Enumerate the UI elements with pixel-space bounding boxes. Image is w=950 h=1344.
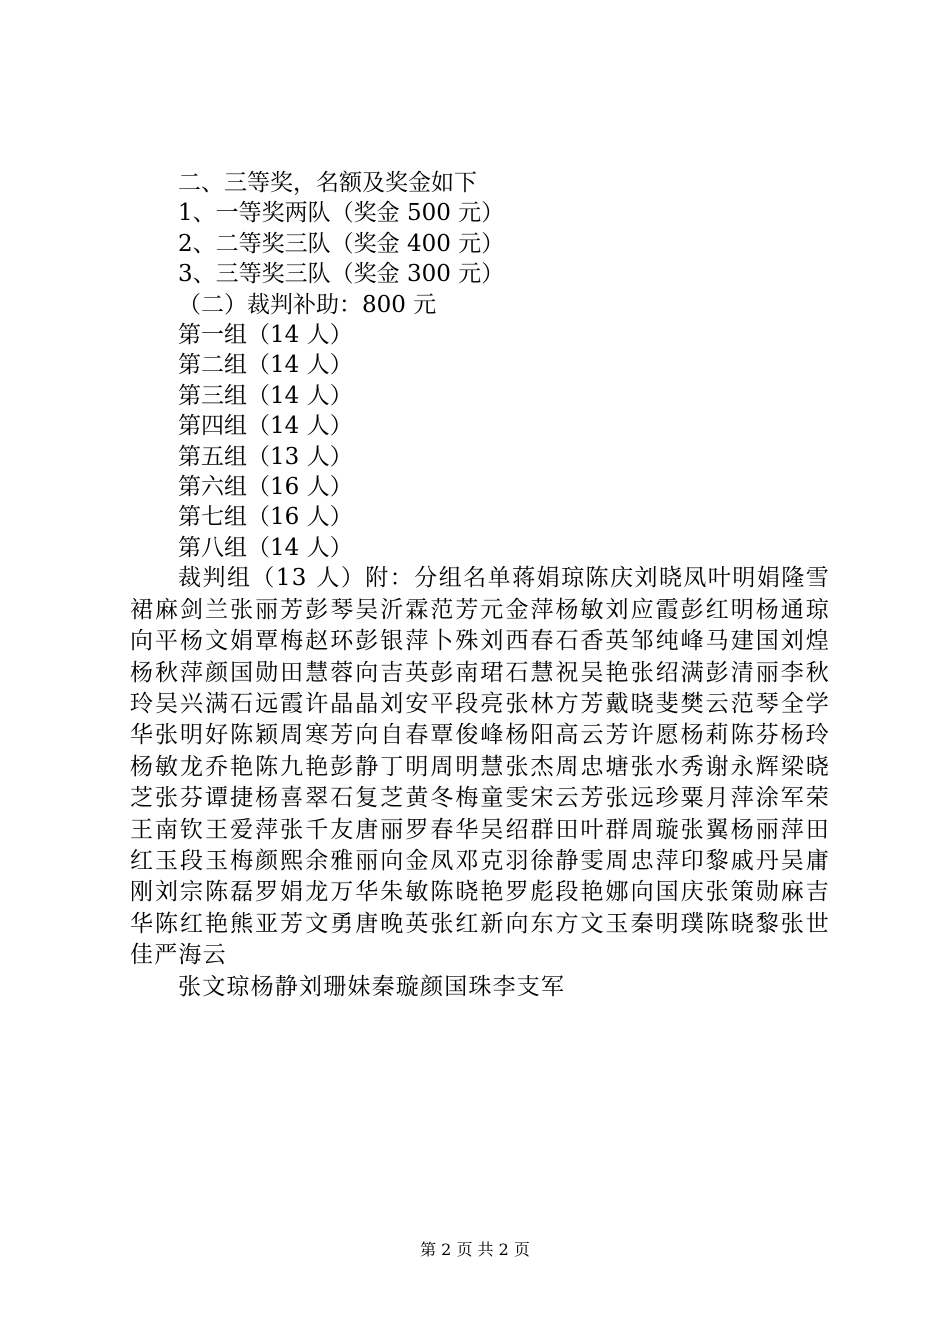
group-line-2: 第二组（14 人） bbox=[178, 352, 353, 379]
group-line-1: 第一组（14 人） bbox=[178, 322, 353, 349]
document-body bbox=[130, 168, 830, 1003]
referee-subsidy-line: （二）裁判补助：800 元 bbox=[178, 291, 437, 318]
group-line-8: 第八组（14 人） bbox=[178, 534, 353, 561]
section-heading: 二、三等奖，名额及奖金如下 bbox=[178, 170, 477, 196]
group-line-7: 第七组（16 人） bbox=[178, 504, 353, 531]
referee-name-list-paragraph: 裁判组（13 人）附：分组名单蒋娟琼陈庆刘晓凤叶明娟隆雪裙麻剑兰张丽芳彭琴吴沂霖范芳元金萍杨敏刘应霞彭红明杨通琼向平杨文娟覃梅赵环彭银萍卜殊刘西春石香英邹纯峰马建国刘煌杨秋萍颜国勋田慧蓉向吉英彭南珺石慧祝吴艳张绍满彭清丽李秋玲吴兴满石远霞许晶晶刘安平段亮张林方芳戴晓斐樊云范琴全学华张明好陈颖周寒芳向自春覃俊峰杨阳高云芳许愿杨莉陈芬杨玲杨敏龙乔艳陈九艳彭静丁明周明慧张杰周忠塘张水秀谢永辉梁晓芝张芬谭捷杨喜翠石复芝黄冬梅童雯宋云芳张远珍粟月萍涂军荣王南钦王爱萍张千友唐丽罗春华吴绍群田叶群周璇张翼杨丽萍田红玉段玉梅颜熙余雅丽向金凤邓克羽徐静雯周忠萍印黎戚丹吴庸刚刘宗陈磊罗娟龙万华朱敏陈晓艳罗彪段艳娜向国庆张策勋麻吉华陈红艳熊亚芳文勇唐晚英张红新向东方文玉秦明璞陈晓黎张世佳严海云 bbox=[130, 565, 830, 969]
prize-line-second: 2、二等奖三队（奖金 400 元） bbox=[178, 230, 505, 257]
group-line-6: 第六组（16 人） bbox=[178, 474, 353, 501]
group-line-4: 第四组（14 人） bbox=[178, 413, 353, 440]
group-line-5: 第五组（13 人） bbox=[178, 443, 353, 470]
prize-line-first: 1、一等奖两队（奖金 500 元） bbox=[178, 200, 505, 227]
referee-name-list-last-line: 张文琼杨静刘珊妹秦璇颜国珠李支军 bbox=[178, 973, 566, 1000]
group-line-3: 第三组（14 人） bbox=[178, 382, 353, 409]
prize-line-third: 3、三等奖三队（奖金 300 元） bbox=[178, 261, 505, 288]
page-footer: 第 2 页 共 2 页 bbox=[420, 1240, 530, 1259]
